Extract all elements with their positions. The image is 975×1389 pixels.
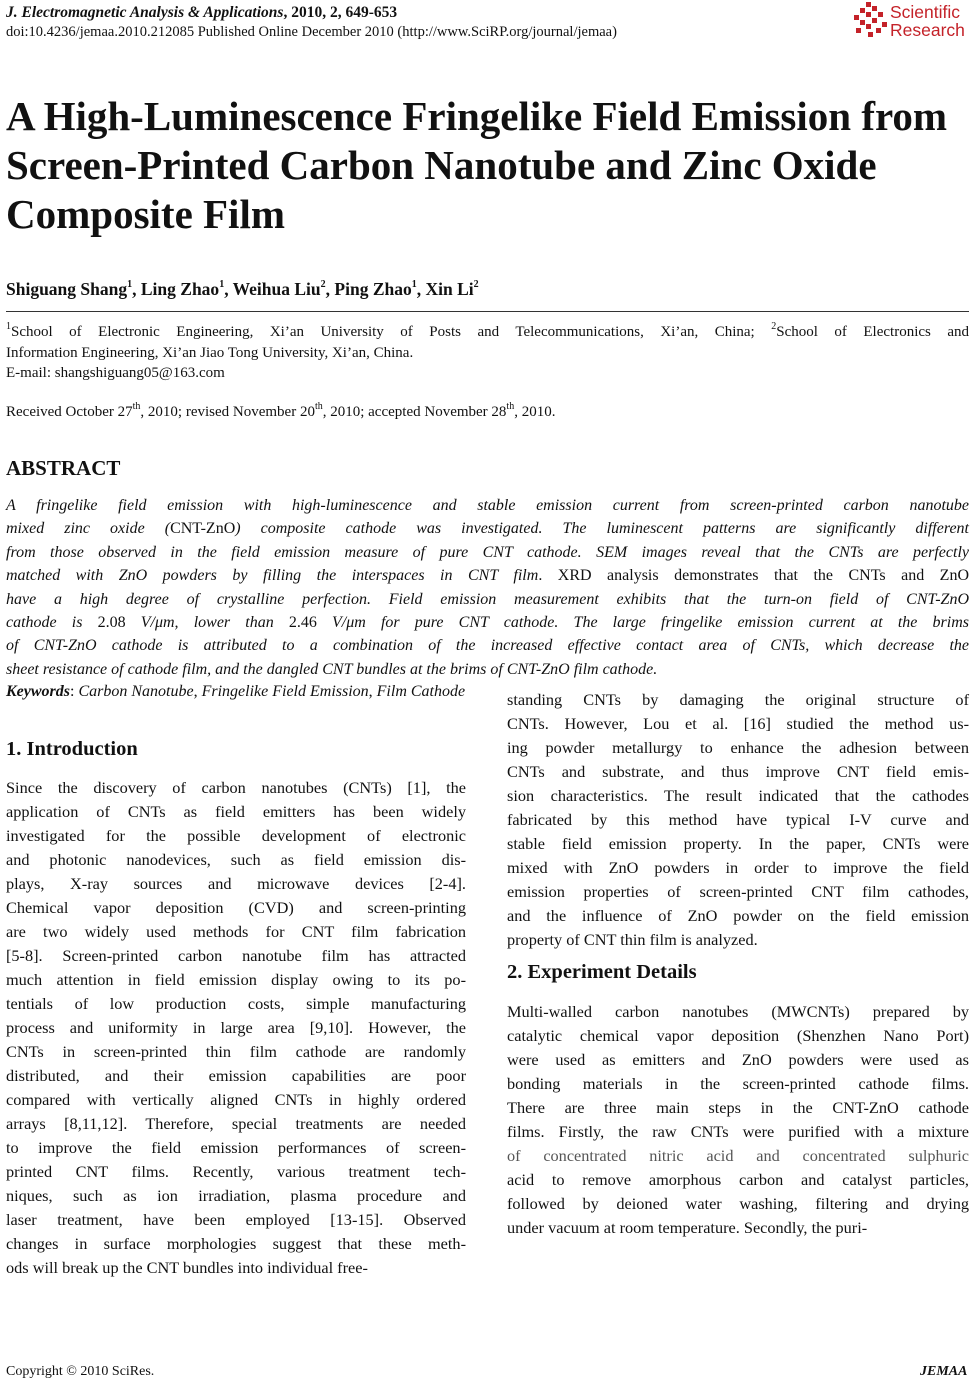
body-line: CNTs. However, Lou et al. [16] studied the method us- — [507, 714, 969, 733]
author-affiliation-mark: 1 — [219, 279, 225, 291]
body-line: sion characteristics. The result indicated that the cathodes — [507, 786, 969, 805]
received-dates — [6, 401, 556, 421]
author-list: Shiguang Shang$^1$, Ling Zhao$^1$, Weihua Liu$^2$, Ping Zhao$^1$, Xin Li$^2$ — [6, 279, 479, 299]
publisher-name-line1: Scientific — [890, 2, 961, 22]
abstract-line: have a high degree of crystalline perfection. Field emission measurement exhibits that the turn-on field of CNT-ZnO — [6, 591, 969, 608]
abstract-heading: ABSTRACT — [6, 456, 121, 480]
publisher-logo-mark-icon — [852, 2, 888, 38]
journal-name: J. Electromagnetic Analysis & Applications — [6, 4, 284, 21]
author-affiliation-mark: 1 — [411, 279, 417, 291]
body-line: Since the discovery of carbon nanotubes (CNTs) [1], the — [6, 778, 466, 797]
journal-volume-pages: , 2010, 2, 649-653 — [283, 4, 398, 21]
body-line: of concentrated nitric acid and concentrated sulphuric — [507, 1146, 969, 1165]
keywords-separator: : — [70, 683, 79, 700]
abstract-text: ) composite cathode was investigated. The luminescent patterns are significantly different — [235, 520, 969, 537]
author-email: E-mail: shangshiguang05@163.com — [6, 365, 225, 381]
abstract-line: from those observed in the field emission measure of pure CNT cathode. SEM images reveal that the CNTs are perfectly — [6, 544, 969, 561]
author-divider — [6, 311, 969, 312]
abstract-text: . XRD analysis demonstrates that the CNTs and ZnO — [538, 567, 970, 584]
body-line: acid to remove amorphous carbon and catalyst particles, — [507, 1170, 969, 1189]
paper-title: A High-Luminescence Fringelike Field Emission from Screen-Printed Carbon Nanotube and Zinc Oxide Composite Film — [6, 93, 948, 237]
body-line: investigated for the possible development of electronic — [6, 826, 466, 845]
ordinal-suffix: th — [132, 401, 141, 412]
abstract-text: mixed zinc oxide ( — [6, 520, 171, 537]
keywords-label: Keywords — [6, 683, 70, 700]
body-line: under vacuum at room temperature. Secondly, the puri- — [507, 1218, 868, 1237]
footer-journal-abbr: JEMAA — [920, 1364, 968, 1379]
affiliation-text: School of Electronics and — [776, 324, 970, 340]
keywords-line — [6, 683, 465, 701]
body-line: ing powder metallurgy to enhance the adhesion between — [507, 738, 969, 757]
keyword: Fringelike Field Emission — [201, 683, 369, 700]
doi-line: doi:10.4236/jemaa.2010.212085 Published Online December 2010 (http://www.SciRP.org/journal/jemaa) — [6, 24, 617, 40]
body-line: Chemical vapor deposition (CVD) and screen-printing — [6, 898, 466, 917]
abstract-line: of CNT-ZnO cathode is attributed to a combination of the increased effective contact area of CNTs, which decrease the — [6, 637, 969, 654]
abstract-text: CNT-ZnO — [170, 520, 236, 537]
body-line: compared with vertically aligned CNTs in highly ordered — [6, 1090, 466, 1109]
abstract-line — [6, 564, 969, 587]
accepted-text: , 2010; accepted November 28 — [322, 404, 507, 420]
body-line: and photonic nanodevices, such as field emission dis- — [6, 850, 466, 869]
body-line: films. Firstly, the raw CNTs were purified with a mixture — [507, 1122, 969, 1141]
body-line: property of CNT thin film is analyzed. — [507, 930, 758, 949]
footer-copyright: Copyright © 2010 SciRes. — [6, 1364, 155, 1379]
abstract-value: 2.08 — [97, 614, 126, 631]
abstract-line: A fringelike field emission with high-luminescence and stable emission current from screen-printed carbon nanotube — [6, 497, 969, 514]
affiliation-text: School of Electronic Engineering, Xi’an University of Posts and Telecommunications, Xi’an, China; — [11, 324, 772, 340]
body-line: standing CNTs by damaging the original structure of — [507, 690, 969, 709]
body-line: Multi-walled carbon nanotubes (MWCNTs) prepared by — [507, 1002, 969, 1021]
body-line: are two widely used methods for CNT film fabrication — [6, 922, 466, 941]
body-line: ods will break up the CNT bundles into individual free- — [6, 1258, 368, 1277]
body-line: changes in surface morphologies suggest that these meth- — [6, 1234, 466, 1253]
body-line: distributed, and their emission capabilities are poor — [6, 1066, 466, 1085]
author-affiliation-mark: 2 — [473, 279, 479, 291]
abstract-text: cathode is — [6, 614, 98, 631]
body-line: printed CNT films. Recently, various treatment tech- — [6, 1162, 466, 1181]
publisher-name-line2: Research — [890, 20, 965, 40]
body-line: There are three main steps in the CNT-ZnO cathode — [507, 1098, 969, 1117]
body-line: catalytic chemical vapor deposition (Shenzhen Nano Port) — [507, 1026, 969, 1045]
body-line: and the influence of ZnO powder on the field emission — [507, 906, 969, 925]
abstract-line — [6, 611, 969, 634]
body-line: plays, X-ray sources and microwave devices [2-4]. — [6, 874, 466, 893]
body-line: mixed with ZnO powders in order to improve the field — [507, 858, 969, 877]
author-name: Ling Zhao — [140, 279, 220, 299]
body-line: were used as emitters and ZnO powders were used as — [507, 1050, 969, 1069]
affiliation-line — [6, 322, 969, 343]
body-line: application of CNTs as field emitters has been widely — [6, 802, 466, 821]
affiliation-mark: 2 — [771, 321, 777, 332]
abstract-value: 2.46 — [288, 614, 317, 631]
body-line: arrays [8,11,12]. Therefore, special treatments are needed — [6, 1114, 466, 1133]
body-line: to improve the field emission performances of screen- — [6, 1138, 466, 1157]
author-name: Weihua Liu — [232, 279, 321, 299]
publisher-logo — [852, 2, 975, 44]
publisher-name — [890, 3, 965, 39]
abstract-line: sheet resistance of cathode film, and the dangled CNT bundles at the brims of CNT-ZnO film cathode. — [6, 661, 658, 678]
body-line: niques, such as ion irradiation, plasma procedure and — [6, 1186, 466, 1205]
author-affiliation-mark: 1 — [127, 279, 133, 291]
body-line: [5-8]. Screen-printed carbon nanotube film has attracted — [6, 946, 466, 965]
abstract-line — [6, 517, 969, 540]
received-text: Received October 27 — [6, 404, 133, 420]
body-line: CNTs in screen-printed thin film cathode are randomly — [6, 1042, 466, 1061]
body-line: much attention in field emission display owing to its po- — [6, 970, 466, 989]
body-line: emission properties of screen-printed CNT film cathodes, — [507, 882, 969, 901]
section-heading-introduction: 1. Introduction — [6, 738, 138, 760]
ordinal-suffix: th — [314, 401, 323, 412]
author-name: Xin Li — [425, 279, 474, 299]
keywords-separator: , — [368, 683, 377, 700]
ordinal-suffix: th — [506, 401, 515, 412]
body-line: stable field emission property. In the paper, CNTs were — [507, 834, 969, 853]
abstract-text: matched with ZnO powders by filling the interspaces in CNT film — [6, 567, 539, 584]
keywords-separator: , — [193, 683, 202, 700]
body-line: tentials of low production costs, simple manufacturing — [6, 994, 466, 1013]
affiliation-line: Information Engineering, Xi’an Jiao Tong University, Xi’an, China. — [6, 345, 414, 361]
body-line: CNTs and substrate, and thus improve CNT field emis- — [507, 762, 969, 781]
body-line: followed by deioned water washing, filtering and drying — [507, 1194, 969, 1213]
section-heading-experiment: 2. Experiment Details — [507, 961, 697, 983]
body-line: bonding materials in the screen-printed cathode films. — [507, 1074, 969, 1093]
revised-text: , 2010; revised November 20 — [140, 404, 315, 420]
body-line: process and uniformity in large area [9,10]. However, the — [6, 1018, 466, 1037]
received-end-text: , 2010. — [514, 404, 556, 420]
author-name: Shiguang Shang — [6, 279, 128, 299]
keyword: Film Cathode — [376, 683, 466, 700]
abstract-text: V/μm, lower than — [125, 614, 289, 631]
body-line: laser treatment, have been employed [13-15]. Observed — [6, 1210, 466, 1229]
author-name: Ping Zhao — [334, 279, 412, 299]
keyword: Carbon Nanotube — [78, 683, 194, 700]
abstract-text: V/μm for pure CNT cathode. The large fringelike emission current at the brims — [316, 614, 969, 631]
journal-citation — [6, 4, 397, 22]
body-line: fabricated by this method have typical I-V curve and — [507, 810, 969, 829]
author-affiliation-mark: 2 — [320, 279, 326, 291]
affiliation-mark: 1 — [6, 321, 11, 332]
